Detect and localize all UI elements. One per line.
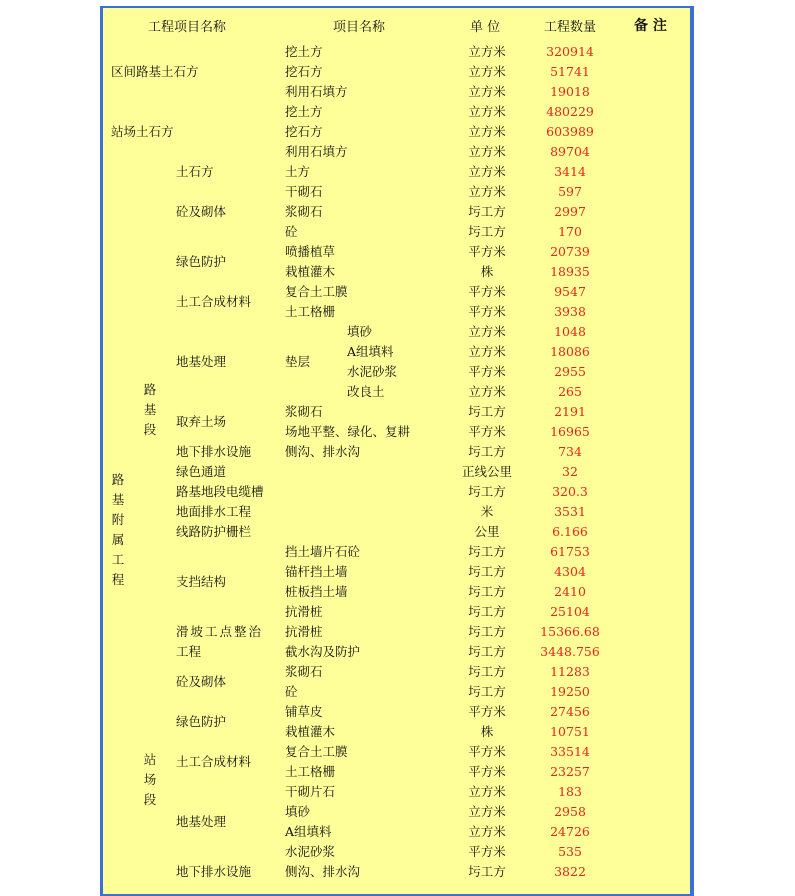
row-item-name: 填砂 — [285, 804, 311, 819]
row-item-name: 截水沟及防护 — [285, 644, 361, 659]
row-unit: 平方米 — [468, 844, 506, 859]
row-unit: 米 — [480, 504, 494, 519]
row-unit: 株 — [480, 264, 494, 279]
row-unit: 圬工方 — [468, 624, 506, 639]
subgroup-protective-fence: 线路防护栅栏 — [176, 524, 252, 539]
row-item-name: 浆砌石 — [285, 204, 323, 219]
row-unit: 立方米 — [468, 144, 506, 159]
row-item-name: 栽植灌木 — [285, 264, 336, 279]
row-unit: 平方米 — [468, 704, 506, 719]
row-item-name: 挖土方 — [285, 104, 323, 119]
group-subgrade-ancillary: 路基附属工程 — [111, 472, 125, 587]
row-unit: 平方米 — [468, 764, 506, 779]
row-quantity: 10751 — [550, 724, 590, 739]
row-quantity: 27456 — [550, 704, 590, 719]
row-quantity: 19018 — [550, 84, 590, 99]
row-unit: 平方米 — [468, 424, 506, 439]
row-unit: 圬工方 — [468, 204, 506, 219]
row-quantity: 6.166 — [552, 524, 588, 539]
row-item-name: 改良土 — [347, 384, 385, 399]
row-unit: 立方米 — [468, 104, 506, 119]
subgroup-green-protection: 绿色防护 — [176, 254, 227, 269]
row-quantity: 16965 — [550, 424, 590, 439]
group-station-section: 站场段 — [143, 752, 157, 807]
row-unit: 平方米 — [468, 244, 506, 259]
row-item-name: 干砌石 — [285, 184, 323, 199]
group-subgrade-section: 路基段 — [143, 382, 157, 437]
row-quantity: 2410 — [554, 584, 586, 599]
row-unit: 平方米 — [468, 364, 506, 379]
row-item-name: 栽植灌木 — [285, 724, 336, 739]
row-quantity: 3448.756 — [540, 644, 600, 659]
row-item-name: 水泥砂浆 — [347, 364, 398, 379]
row-item-name: 抗滑桩 — [285, 624, 323, 639]
row-item-name: 侧沟、排水沟 — [285, 444, 361, 459]
subgroup-station-geosynthetics: 土工合成材料 — [176, 754, 252, 769]
row-item-name: 场地平整、绿化、复耕 — [285, 424, 411, 439]
row-unit: 立方米 — [468, 124, 506, 139]
subgroup-station-masonry: 砼及砌体 — [176, 674, 227, 689]
row-quantity: 18086 — [550, 344, 590, 359]
row-item-name: A组填料 — [347, 344, 394, 359]
spreadsheet-frame — [100, 6, 694, 896]
row-item-name: 土工格栅 — [285, 304, 336, 319]
row-item-name: A组填料 — [285, 824, 332, 839]
row-unit: 立方米 — [468, 324, 506, 339]
row-item-name: 干砌片石 — [285, 784, 336, 799]
row-quantity: 9547 — [554, 284, 586, 299]
row-quantity: 25104 — [550, 604, 590, 619]
row-unit: 立方米 — [468, 64, 506, 79]
row-unit: 圬工方 — [468, 484, 506, 499]
row-quantity: 1048 — [554, 324, 586, 339]
subgroup-cushion-layer: 垫层 — [285, 354, 311, 369]
row-unit: 立方米 — [468, 164, 506, 179]
row-item-name: 填砂 — [347, 324, 373, 339]
row-item-name: 挖石方 — [285, 124, 323, 139]
row-unit: 立方米 — [468, 184, 506, 199]
row-item-name: 挡土墙片石砼 — [285, 544, 361, 559]
row-item-name: 砼 — [285, 224, 298, 239]
row-quantity: 320.3 — [552, 484, 588, 499]
row-unit: 圬工方 — [468, 224, 506, 239]
row-item-name: 挖土方 — [285, 44, 323, 59]
row-quantity: 61753 — [550, 544, 590, 559]
row-quantity: 11283 — [550, 664, 590, 679]
subgroup-cable-trough: 路基地段电缆槽 — [176, 484, 264, 499]
row-quantity: 15366.68 — [540, 624, 600, 639]
row-item-name: 浆砌石 — [285, 664, 323, 679]
header-unit: 单 位 — [470, 20, 501, 35]
row-quantity: 2191 — [554, 404, 586, 419]
row-item-name: 复合土工膜 — [285, 284, 348, 299]
subgroup-surface-drainage: 地面排水工程 — [176, 504, 252, 519]
row-item-name: 水泥砂浆 — [285, 844, 336, 859]
row-quantity: 170 — [558, 224, 582, 239]
row-unit: 圬工方 — [468, 684, 506, 699]
header-item-name: 项目名称 — [333, 20, 386, 35]
row-quantity: 51741 — [550, 64, 590, 79]
header-project-category: 工程项目名称 — [148, 20, 227, 35]
row-unit: 圬工方 — [468, 584, 506, 599]
row-unit: 立方米 — [468, 44, 506, 59]
row-item-name: 利用石填方 — [285, 144, 348, 159]
row-unit: 平方米 — [468, 304, 506, 319]
row-quantity: 3531 — [554, 504, 586, 519]
row-quantity: 32 — [562, 464, 578, 479]
row-unit: 立方米 — [468, 84, 506, 99]
header-remarks: 备 注 — [634, 18, 667, 34]
row-unit: 圬工方 — [468, 564, 506, 579]
subgroup-station-foundation: 地基处理 — [176, 814, 227, 829]
subgroup-landslide-remediation: 滑坡工点整治 — [176, 624, 264, 639]
subgroup-station-drainage: 地下排水设施 — [176, 864, 252, 879]
row-quantity: 320914 — [546, 44, 594, 59]
row-unit: 圬工方 — [468, 644, 506, 659]
row-quantity: 2955 — [554, 364, 586, 379]
group-section-earthwork: 区间路基土石方 — [111, 64, 199, 79]
row-quantity: 2958 — [554, 804, 586, 819]
row-item-name: 砼 — [285, 684, 298, 699]
row-quantity: 89704 — [550, 144, 590, 159]
table-panel — [103, 8, 690, 894]
row-item-name: 铺草皮 — [285, 704, 323, 719]
row-unit: 圬工方 — [468, 544, 506, 559]
subgroup-borrow-spoil-site: 取弃土场 — [176, 414, 227, 429]
row-unit: 立方米 — [468, 784, 506, 799]
row-quantity: 3414 — [554, 164, 586, 179]
row-quantity: 3822 — [554, 864, 586, 879]
subgroup-landslide-remediation-2: 工程 — [176, 644, 202, 659]
row-unit: 立方米 — [468, 824, 506, 839]
row-quantity: 20739 — [550, 244, 590, 259]
row-quantity: 265 — [558, 384, 582, 399]
row-quantity: 18935 — [550, 264, 590, 279]
subgroup-foundation-treatment: 地基处理 — [176, 354, 227, 369]
row-unit: 立方米 — [468, 344, 506, 359]
row-unit: 圬工方 — [468, 444, 506, 459]
row-item-name: 挖石方 — [285, 64, 323, 79]
row-quantity: 19250 — [550, 684, 590, 699]
row-unit: 圬工方 — [468, 864, 506, 879]
header-quantity: 工程数量 — [544, 20, 597, 35]
row-quantity: 183 — [558, 784, 582, 799]
row-quantity: 24726 — [550, 824, 590, 839]
subgroup-retaining-structure: 支挡结构 — [176, 574, 227, 589]
row-unit: 立方米 — [468, 804, 506, 819]
row-quantity: 23257 — [550, 764, 590, 779]
row-item-name: 土工格栅 — [285, 764, 336, 779]
row-quantity: 4304 — [554, 564, 586, 579]
subgroup-earthwork: 土石方 — [176, 164, 214, 179]
row-item-name: 侧沟、排水沟 — [285, 864, 361, 879]
row-quantity: 2997 — [554, 204, 586, 219]
row-quantity: 535 — [558, 844, 582, 859]
row-item-name: 土方 — [285, 164, 311, 179]
row-unit: 圬工方 — [468, 604, 506, 619]
group-station-earthwork: 站场土石方 — [111, 124, 174, 139]
subgroup-masonry: 砼及砌体 — [176, 204, 227, 219]
row-quantity: 3938 — [554, 304, 586, 319]
row-quantity: 33514 — [550, 744, 590, 759]
row-quantity: 734 — [558, 444, 582, 459]
row-quantity: 480229 — [546, 104, 594, 119]
row-item-name: 喷播植草 — [285, 244, 336, 259]
subgroup-green-corridor: 绿色通道 — [176, 464, 227, 479]
subgroup-underground-drainage: 地下排水设施 — [176, 444, 252, 459]
row-item-name: 抗滑桩 — [285, 604, 323, 619]
row-unit: 平方米 — [468, 744, 506, 759]
row-item-name: 利用石填方 — [285, 84, 348, 99]
row-quantity: 597 — [558, 184, 582, 199]
subgroup-station-green-protection: 绿色防护 — [176, 714, 227, 729]
subgroup-geosynthetics: 土工合成材料 — [176, 294, 252, 309]
row-unit: 公里 — [474, 524, 500, 539]
row-unit: 正线公里 — [461, 464, 512, 479]
row-unit: 圬工方 — [468, 404, 506, 419]
row-unit: 圬工方 — [468, 664, 506, 679]
row-item-name: 锚杆挡土墙 — [285, 564, 348, 579]
row-item-name: 浆砌石 — [285, 404, 323, 419]
row-unit: 株 — [480, 724, 494, 739]
row-item-name: 桩板挡土墙 — [285, 584, 348, 599]
row-unit: 平方米 — [468, 284, 506, 299]
row-quantity: 603989 — [546, 124, 594, 139]
row-item-name: 复合土工膜 — [285, 744, 348, 759]
row-unit: 立方米 — [468, 384, 506, 399]
